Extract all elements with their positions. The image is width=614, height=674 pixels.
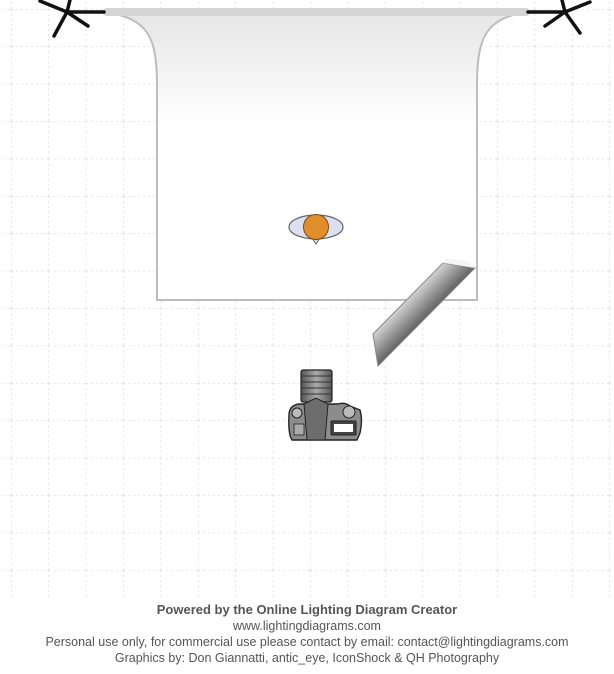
paper-backdrop-icon[interactable] (103, 8, 530, 300)
footer (0, 602, 614, 666)
footer-credits: Graphics by: Don Giannatti, antic_eye, IconShock & QH Photography (114, 651, 500, 665)
footer-title: Powered by the Online Lighting Diagram Creator (156, 602, 458, 617)
footer-license: Personal use only, for commercial use please contact by email: contact@lightingdiagrams.com (45, 635, 569, 649)
footer-url[interactable]: www.lightingdiagrams.com (233, 619, 381, 633)
